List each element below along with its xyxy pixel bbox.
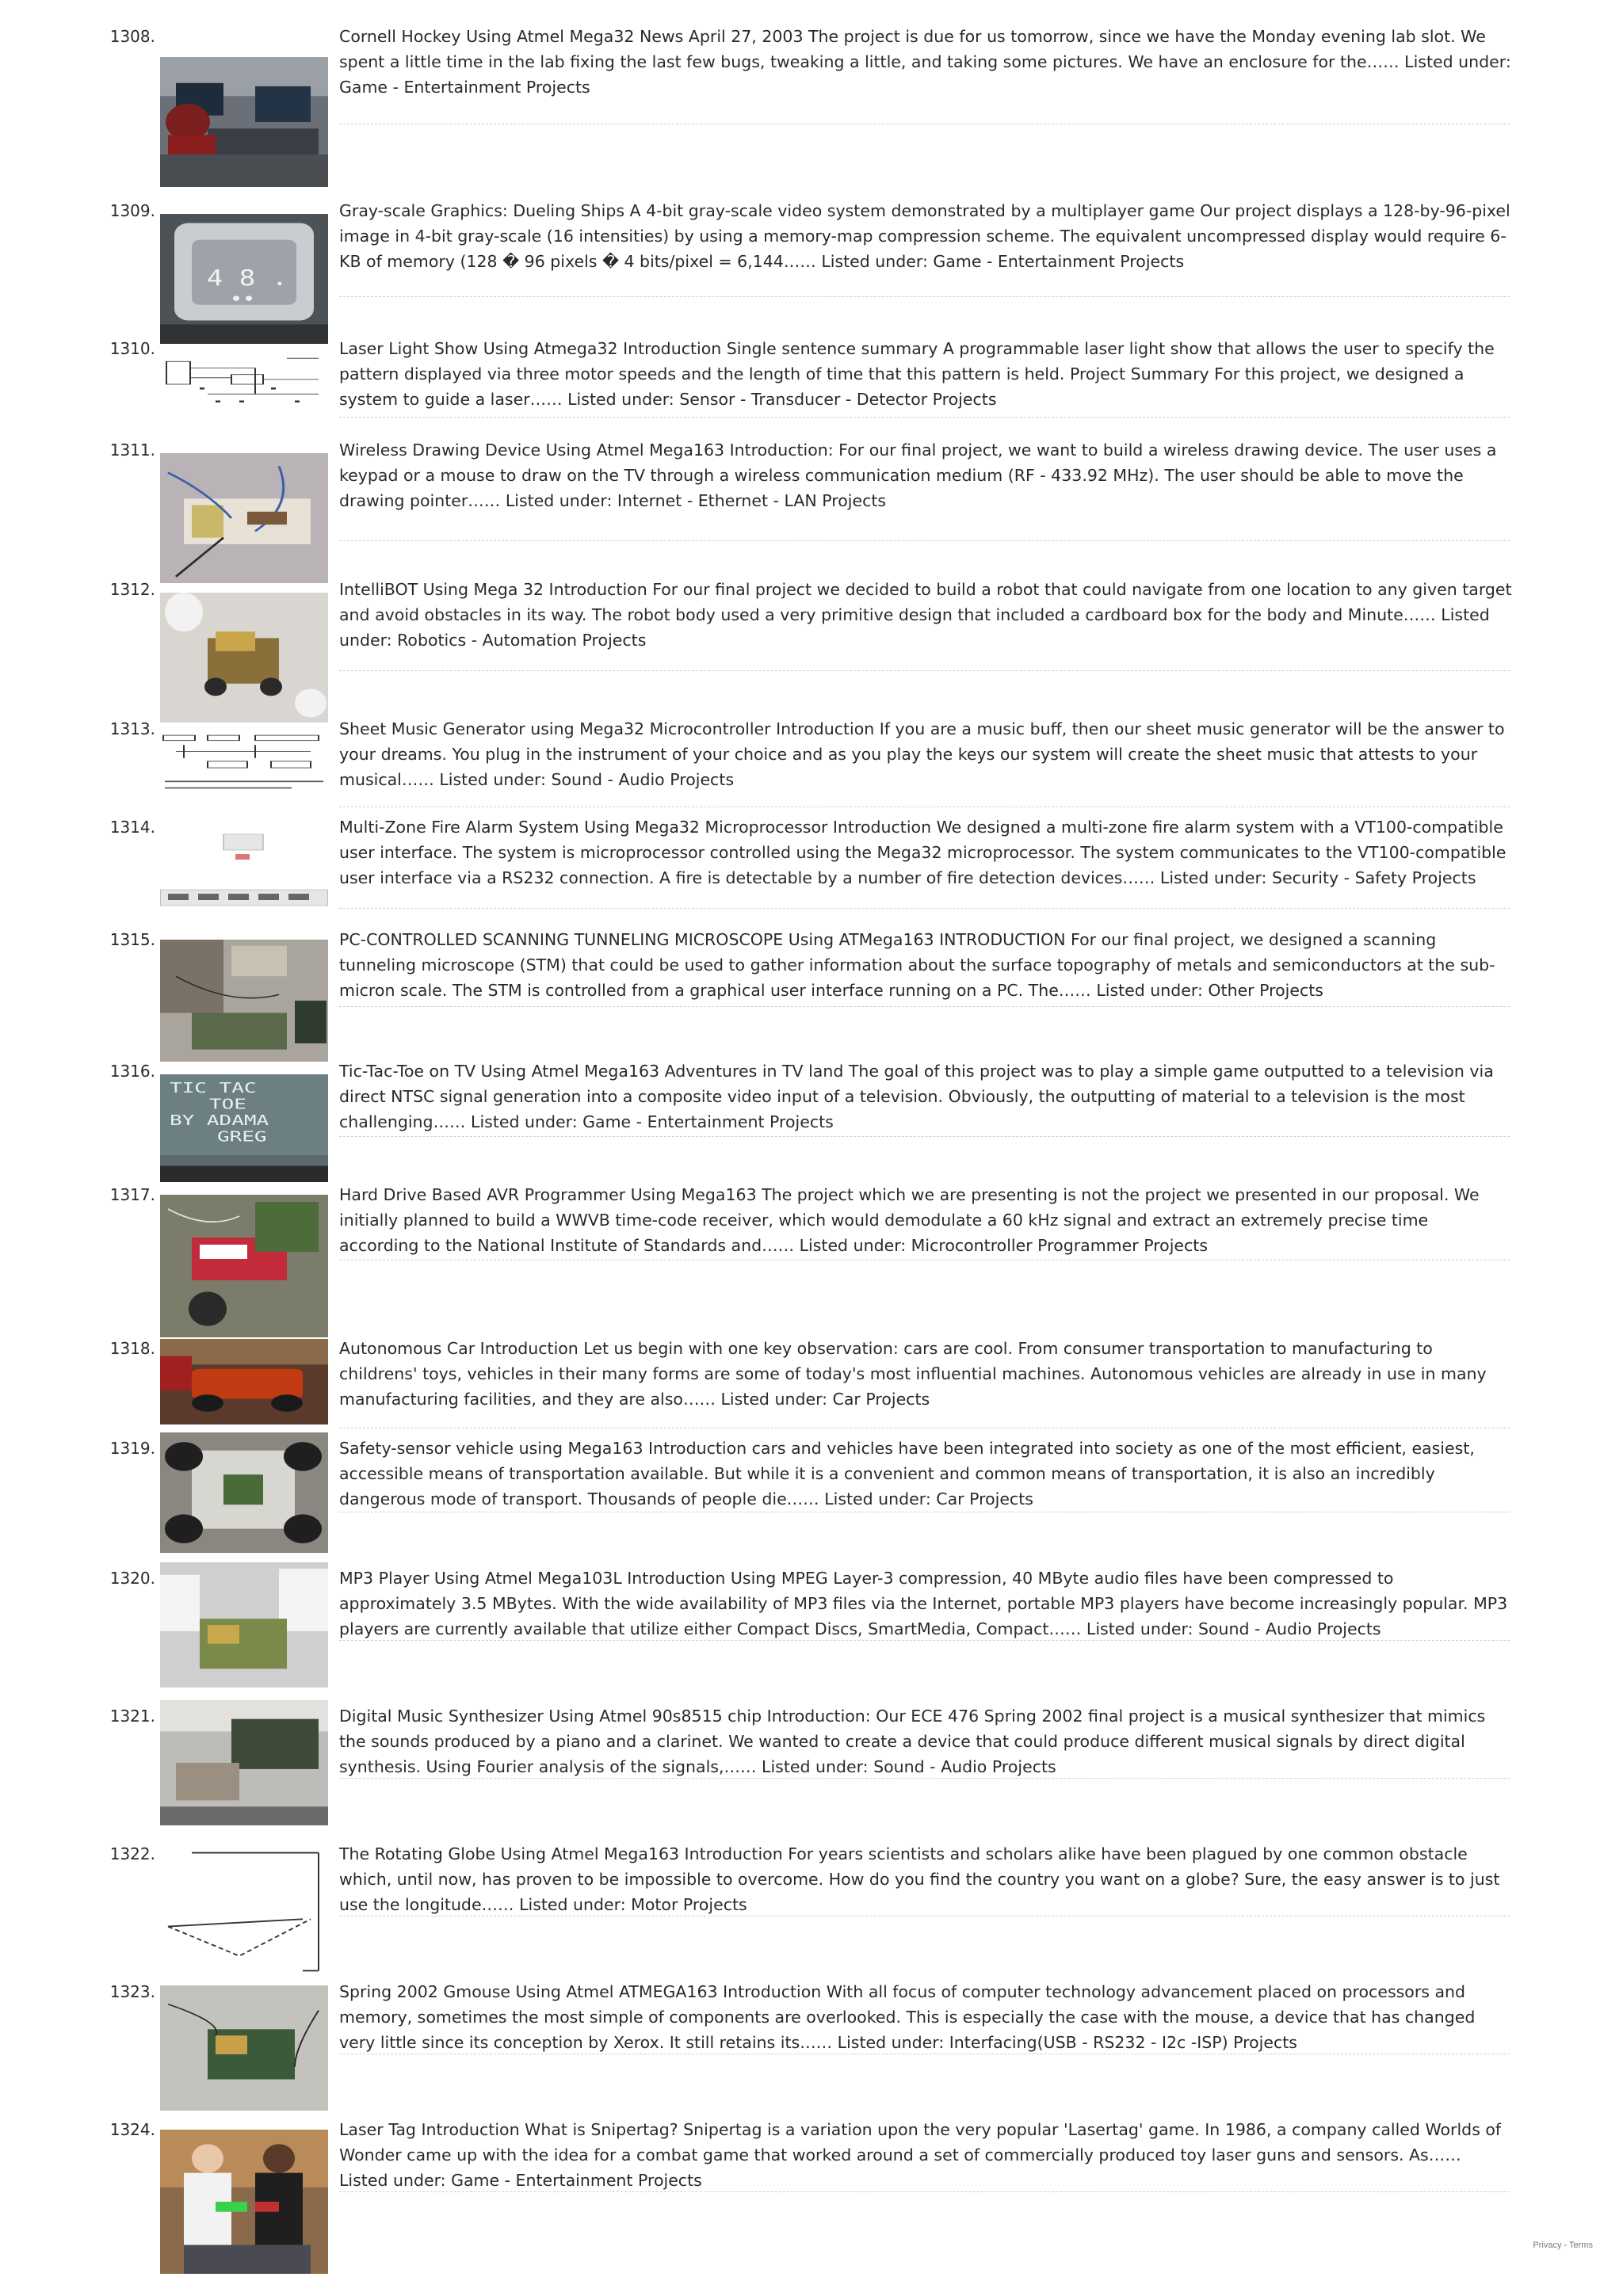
block-diagram-image: [160, 732, 328, 797]
project-thumbnail[interactable]: [160, 1700, 328, 1825]
project-thumbnail[interactable]: [160, 940, 328, 1062]
project-thumbnail[interactable]: [160, 214, 328, 344]
project-description[interactable]: Gray-scale Graphics: Dueling Ships A 4-bit gray-scale video system demonstrated by a multiplayer game Our project displays a 128-by-96-pixel image in 4-bit gray-scale (16 intensities) by using a memory-map compression scheme. The equivalent uncompressed display would require 6-KB of memory (128 � 96 pixels � 4 bits/pixel = 6,144…… Listed under: Game - Entertainment Projects: [339, 201, 1510, 271]
project-thumbnail[interactable]: [160, 1562, 328, 1688]
project-thumbnail[interactable]: [160, 830, 328, 910]
project-thumbnail[interactable]: [160, 1339, 328, 1425]
project-thumbnail[interactable]: [160, 593, 328, 723]
item-divider: [339, 908, 1510, 909]
project-description[interactable]: Multi-Zone Fire Alarm System Using Mega32 Microprocessor Introduction We designed a multi-zone fire alarm system with a VT100-compatible user interface. The system is microprocessor controlled using the Mega32 microprocessor. The system communicates to the VT100-compatible user interface via a RS232 connection. A fire is detectable by a number of fire detection devices…… Listed under: Security - Safety Projects: [339, 818, 1507, 887]
photo-bench-image: [160, 940, 328, 1062]
item-divider: [339, 2191, 1510, 2192]
item-number: 1321.: [109, 1707, 155, 1726]
item-number: 1316.: [109, 1062, 155, 1081]
item-number: 1320.: [109, 1569, 155, 1588]
project-description[interactable]: Laser Tag Introduction What is Snipertag? Snipertag is a variation upon the very popular 'Lasertag' game. In 1986, a company called Worlds of Wonder came up with the idea for a combat game that worked around a set of commercially produced toy laser guns and sensors. As…… Listed under: Game - Entertainment Projects: [339, 2120, 1502, 2190]
project-thumbnail[interactable]: [160, 1074, 328, 1182]
photo-robot-image: [160, 593, 328, 723]
project-description[interactable]: PC-CONTROLLED SCANNING TUNNELING MICROSCOPE Using ATMega163 INTRODUCTION For our final project, we designed a scanning tunneling microscope (STM) that could be used to gather information about the surface topography of metals and semiconductors at the sub-micron scale. The STM is controlled from a graphical user interface running on a PC. The…… Listed under: Other Projects: [339, 930, 1495, 1000]
photo-speakers-image: [160, 1562, 328, 1688]
photo-breadboard-image: [160, 453, 328, 583]
item-number: 1309.: [109, 201, 155, 220]
item-number: 1312.: [109, 580, 155, 599]
item-number: 1313.: [109, 719, 155, 738]
project-description[interactable]: The Rotating Globe Using Atmel Mega163 Introduction For years scientists and scholars alike have been plagued by one common obstacle which, until now, has proven to be impossible to overcome. How do you find the country you want on a globe? Sure, the easy answer is to just use the longitude…… Listed under: Motor Projects: [339, 1844, 1500, 1914]
item-divider: [339, 1260, 1510, 1261]
photo-two-people-image: [160, 2130, 328, 2274]
item-number: 1317.: [109, 1185, 155, 1204]
svg-text:4 8 .: 4 8 .: [206, 265, 288, 292]
project-description[interactable]: Sheet Music Generator using Mega32 Microcontroller Introduction If you are a music buff, then our sheet music generator will be the answer to your dreams. You plug in the instrument of your choice and as you play the keys our system will create the sheet music that attests to your musical…… Listed under: Sound - Audio Projects: [339, 719, 1505, 789]
project-thumbnail[interactable]: [160, 1195, 328, 1337]
photo-lab-people-image: [160, 57, 328, 187]
footer-separator: -: [1561, 2241, 1570, 2250]
photo-tv-text-image: [160, 1074, 328, 1182]
item-divider: [339, 540, 1510, 541]
item-divider: [339, 1640, 1510, 1641]
svg-text:TOE: TOE: [209, 1096, 246, 1113]
system-diagram-image: [160, 830, 328, 910]
project-thumbnail[interactable]: [160, 453, 328, 583]
project-description[interactable]: Tic-Tac-Toe on TV Using Atmel Mega163 Adventures in TV land The goal of this project was to play a simple game outputted to a television via direct NTSC signal generation into a composite video input of a television. Obviously, the outputting of material to a television is the most challenging…… Listed under: Game - Entertainment Projects: [339, 1062, 1494, 1131]
photo-mouse-board-image: [160, 1985, 328, 2111]
item-number: 1314.: [109, 818, 155, 837]
svg-text:TIC TAC: TIC TAC: [170, 1080, 257, 1097]
recaptcha-footer: [1533, 2241, 1593, 2250]
item-divider: [339, 670, 1510, 671]
item-number: 1319.: [109, 1439, 155, 1458]
terms-link[interactable]: Terms: [1569, 2241, 1593, 2250]
photo-synth-image: [160, 1700, 328, 1825]
item-number: 1310.: [109, 339, 155, 358]
schematic-diagram-image: [160, 352, 328, 417]
project-thumbnail[interactable]: [160, 57, 328, 187]
item-divider: [339, 296, 1510, 297]
project-thumbnail[interactable]: [160, 732, 328, 797]
photo-vehicle-image: [160, 1432, 328, 1553]
photo-tv-screen-image: [160, 214, 328, 344]
item-divider: [339, 1778, 1510, 1779]
project-thumbnail[interactable]: [160, 1838, 328, 1985]
project-thumbnail[interactable]: [160, 1985, 328, 2111]
project-description[interactable]: IntelliBOT Using Mega 32 Introduction For our final project we decided to build a robot that could navigate from one location to any given target and avoid obstacles in its way. The robot body used a very primitive design that included a cardboard box for the body and Minute…… Listed under: Robotics - Automation Projects: [339, 580, 1512, 650]
project-description[interactable]: Cornell Hockey Using Atmel Mega32 News April 27, 2003 The project is due for us tomorrow, since we have the Monday evening lab slot. We spent a little time in the lab fixing the last few bugs, tweaking a little, and taking some pictures. We have an enclosure for the…… Listed under: Game - Entertainment Projects: [339, 27, 1511, 97]
item-number: 1311.: [109, 441, 155, 460]
item-number: 1322.: [109, 1844, 155, 1863]
sketch-globe-image: [160, 1838, 328, 1985]
project-description[interactable]: Laser Light Show Using Atmega32 Introduction Single sentence summary A programmable laser light show that allows the user to specify the pattern displayed via three motor speeds and the length of time that this pattern is held. Project Summary For this project, we designed a system to guide a laser…… Listed under: Sensor - Transducer - Detector Projects: [339, 339, 1495, 409]
item-number: 1324.: [109, 2120, 155, 2139]
item-divider: [339, 1916, 1510, 1917]
item-number: 1323.: [109, 1982, 155, 2001]
project-description[interactable]: Hard Drive Based AVR Programmer Using Mega163 The project which we are presenting is not the project we presented in our proposal. We initially planned to build a WWVB time-code receiver, which would demodulate a 60 kHz signal and extract an extremely precise time according to the National Institute of Standards and…… Listed under: Microcontroller Programmer Projects: [339, 1185, 1480, 1255]
photo-circuit-image: [160, 1195, 328, 1337]
item-divider: [339, 1136, 1510, 1137]
project-thumbnail[interactable]: [160, 2130, 328, 2274]
project-description[interactable]: Safety-sensor vehicle using Mega163 Introduction cars and vehicles have been integrated into society as one of the most efficient, easiest, accessible means of transportation available. But while it is a convenient and common means of transportation, it is also an incredibly dangerous mode of transport. Thousands of people die…… Listed under: Car Projects: [339, 1439, 1475, 1508]
project-description[interactable]: Digital Music Synthesizer Using Atmel 90s8515 chip Introduction: Our ECE 476 Spring 2002 final project is a musical synthesizer that mimics the sounds produced by a piano and a clarinet. We wanted to create a device that could produce different musical signals by direct digital synthesis. Using Fourier analysis of the signals,…… Listed under: Sound - Audio Projects: [339, 1707, 1486, 1776]
project-description[interactable]: MP3 Player Using Atmel Mega103L Introduction Using MPEG Layer-3 compression, 40 MByte audio files have been compressed to approximately 3.5 MBytes. With the wide availability of MP3 files via the Internet, portable MP3 players have become increasingly popular. MP3 players are currently available that utilize either Compact Discs, SmartMedia, Compact…… Listed under: Sound - Audio Projects: [339, 1569, 1508, 1638]
svg-text:BY ADAMA: BY ADAMA: [170, 1112, 269, 1129]
item-number: 1318.: [109, 1339, 155, 1358]
svg-text:GREG: GREG: [217, 1128, 267, 1146]
item-number: 1308.: [109, 27, 155, 46]
item-divider: [339, 417, 1510, 418]
privacy-link[interactable]: Privacy: [1533, 2241, 1562, 2250]
project-thumbnail[interactable]: [160, 1432, 328, 1553]
project-thumbnail[interactable]: [160, 352, 328, 417]
item-number: 1315.: [109, 930, 155, 949]
photo-rc-car-image: [160, 1339, 328, 1425]
item-divider: [339, 1006, 1510, 1007]
project-description[interactable]: Autonomous Car Introduction Let us begin with one key observation: cars are cool. From consumer transportation to manufacturing to childrens' toys, vehicles in their many forms are some of today's most influential machines. Autonomous vehicles are already in use in many manufacturing facilities, and they are also…… Listed under: Car Projects: [339, 1339, 1487, 1409]
project-description[interactable]: Spring 2002 Gmouse Using Atmel ATMEGA163 Introduction With all focus of computer technology advancement placed on processors and memory, sometimes the most simple of components are overlooked. This is especially the case with the mouse, a device that has changed very little since its conception by Xerox. It still retains its…… Listed under: Interfacing(USB - RS232 - I2c -ISP) Projects: [339, 1982, 1476, 2052]
project-description[interactable]: Wireless Drawing Device Using Atmel Mega163 Introduction: For our final project, we want to build a wireless drawing device. The user uses a keypad or a mouse to draw on the TV through a wireless communication medium (RF - 433.92 MHz). The user should be able to move the drawing pointer…… Listed under: Internet - Ethernet - LAN Projects: [339, 441, 1497, 510]
